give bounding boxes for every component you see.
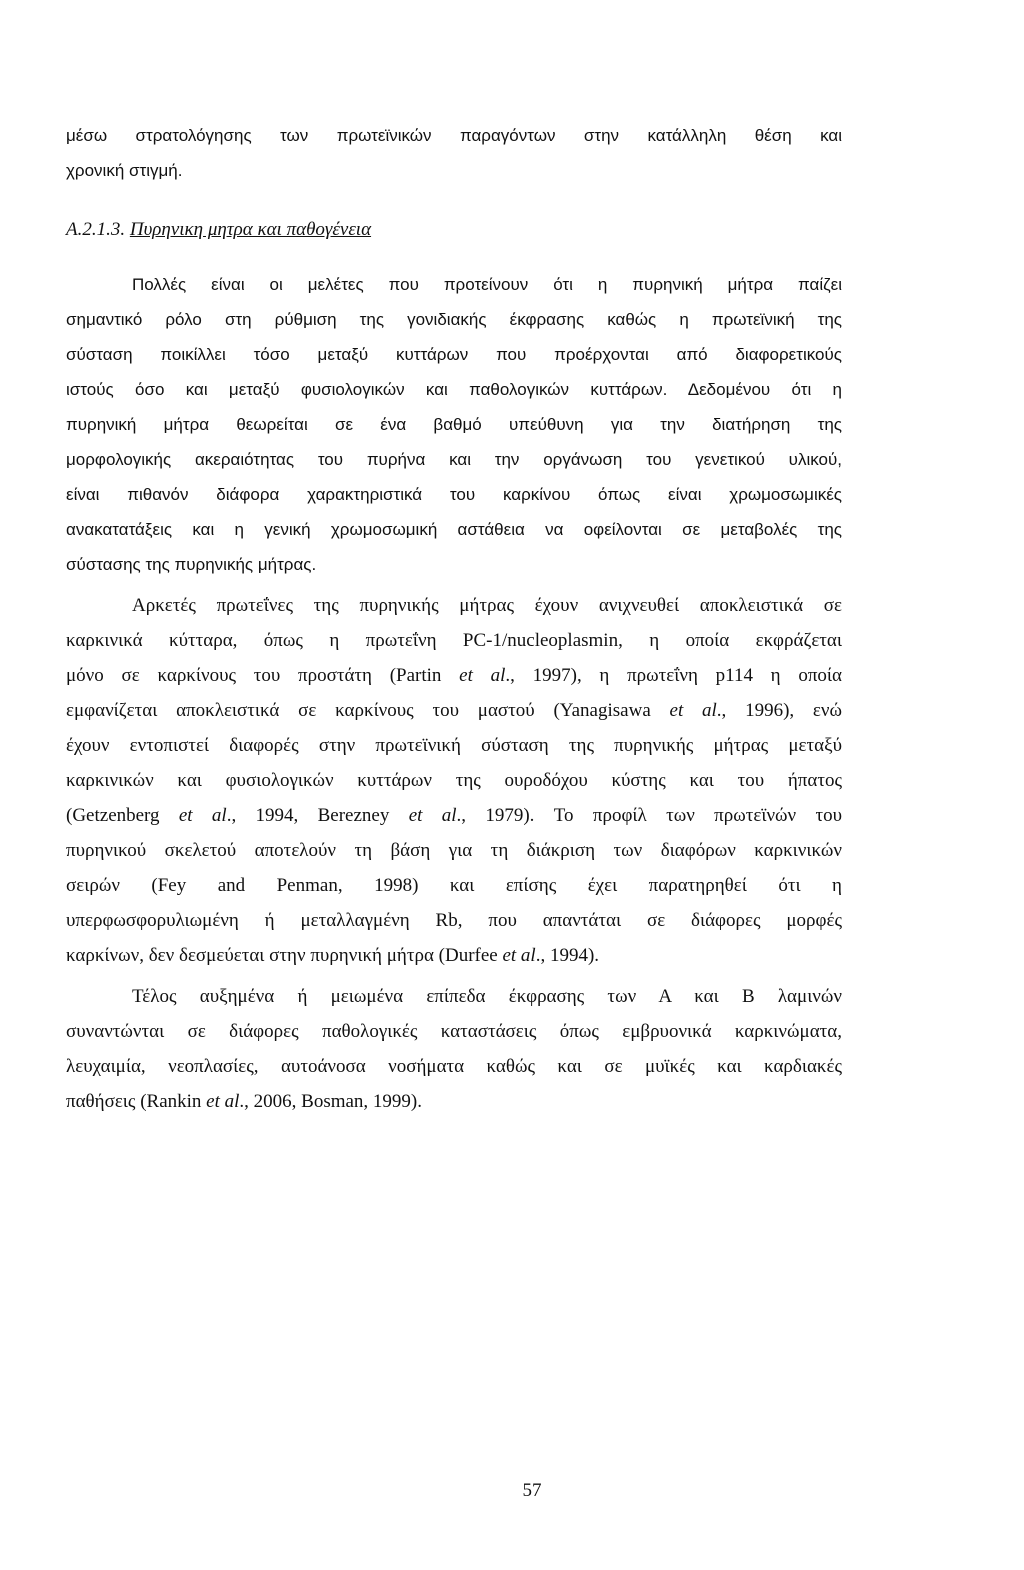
section-title: Πυρηνικη μητρα και παθογένεια [129, 219, 372, 240]
text-span: μόνο σε καρκίνους του προστάτη (Partin [66, 665, 460, 686]
text-line: Πολλές είναι οι μελέτες που προτείνουν ότι η πυρηνική μήτρα παίζει [132, 275, 842, 294]
text-span: ., 1994, Berezney [226, 805, 409, 826]
text-line [66, 658, 842, 693]
text-line: ιστούς όσο και μεταξύ φυσιολογικών και παθολογικών κυττάρων. Δεδομένου ότι η [66, 380, 842, 399]
text-line [66, 1084, 842, 1119]
intro-text [66, 118, 842, 188]
text-line [66, 798, 842, 833]
citation-etal: et al [178, 805, 227, 826]
text-line: πυρηνικού σκελετού αποτελούν τη βάση για τη διάκριση των διαφόρων καρκινικών [66, 840, 842, 861]
text-line [66, 938, 842, 973]
text-line: συναντώνται σε διάφορες παθολογικές καταστάσεις όπως εμβρυονικά καρκινώματα, [66, 1021, 842, 1042]
text-line: καρκινικών και φυσιολογικών κυττάρων της ουροδόχου κύστης και του ήπατος [66, 770, 842, 791]
text-span: καρκίνων, δεν δεσμεύεται στην πυρηνική μήτρα (Durfee [66, 945, 503, 966]
text-span: ., 1997), η πρωτεΐνη p114 η οποία [505, 665, 842, 686]
citation-etal: et al [408, 805, 457, 826]
text-span: (Getzenberg [66, 805, 179, 826]
text-line: μέσω στρατολόγησης των πρωτεϊνικών παραγόντων στην κατάλληλη θέση και [66, 126, 842, 145]
document-page [66, 118, 842, 1119]
text-span: ., 1994). [535, 945, 600, 966]
text-line: υπερφωσφορυλιωμένη ή μεταλλαγμένη Rb, που απαντάται σε διάφορες μορφές [66, 910, 842, 931]
text-span: ., 1979). Το προφίλ των πρωτεϊνών του [456, 805, 842, 826]
text-span: ., 2006, Bosman, 1999). [239, 1091, 423, 1112]
citation-etal: et al [459, 665, 506, 686]
section-number: Α.2.1.3. [66, 219, 126, 240]
text-span: εμφανίζεται αποκλειστικά σε καρκίνους του μαστού (Yanagisawa [66, 700, 670, 721]
text-span: ., 1996), ενώ [716, 700, 842, 721]
citation-etal: et al [206, 1091, 240, 1112]
text-line [66, 693, 842, 728]
text-line: καρκινικά κύτταρα, όπως η πρωτεΐνη PC-1/nucleoplasmin, η οποία εκφράζεται [66, 630, 842, 651]
paragraph-1 [66, 267, 842, 582]
text-line: μορφολογικής ακεραιότητας του πυρήνα και την οργάνωση του γενετικού υλικού, [66, 450, 842, 469]
text-line: σημαντικό ρόλο στη ρύθμιση της γονιδιακής έκφρασης καθώς η πρωτεϊνική της [66, 310, 842, 329]
text-line: Αρκετές πρωτεΐνες της πυρηνικής μήτρας έχουν ανιχνευθεί αποκλειστικά σε [132, 595, 842, 616]
citation-etal: et al [502, 945, 536, 966]
text-line: σειρών (Fey and Penman, 1998) και επίσης έχει παρατηρηθεί ότι η [66, 875, 842, 896]
text-line: σύστασης της πυρηνικής μήτρας. [66, 555, 317, 574]
paragraph-3 [66, 979, 842, 1119]
text-line: πυρηνική μήτρα θεωρείται σε ένα βαθμό υπεύθυνη για την διατήρηση της [66, 415, 842, 434]
text-line: Τέλος αυξημένα ή μειωμένα επίπεδα έκφρασης των Α και Β λαμινών [132, 986, 842, 1007]
section-heading [66, 212, 842, 247]
text-line: ανακατατάξεις και η γενική χρωμοσωμική αστάθεια να οφείλονται σε μεταβολές της [66, 520, 842, 539]
text-line: λευχαιμία, νεοπλασίες, αυτοάνοσα νοσήματα καθώς και σε μυϊκές και καρδιακές [66, 1056, 842, 1077]
text-line: σύσταση ποικίλλει τόσο μεταξύ κυττάρων που προέρχονται από διαφορετικούς [66, 345, 842, 364]
text-line: είναι πιθανόν διάφορα χαρακτηριστικά του καρκίνου όπως είναι χρωμοσωμικές [66, 485, 842, 504]
paragraph-2 [66, 588, 842, 973]
citation-etal: et al [669, 700, 717, 721]
page-number: 57 [522, 1480, 542, 1501]
text-line: χρονική στιγμή. [66, 161, 183, 180]
text-span: παθήσεις (Rankin [66, 1091, 207, 1112]
text-line: έχουν εντοπιστεί διαφορές στην πρωτεϊνική σύσταση της πυρηνικής μήτρας μεταξύ [66, 735, 842, 756]
